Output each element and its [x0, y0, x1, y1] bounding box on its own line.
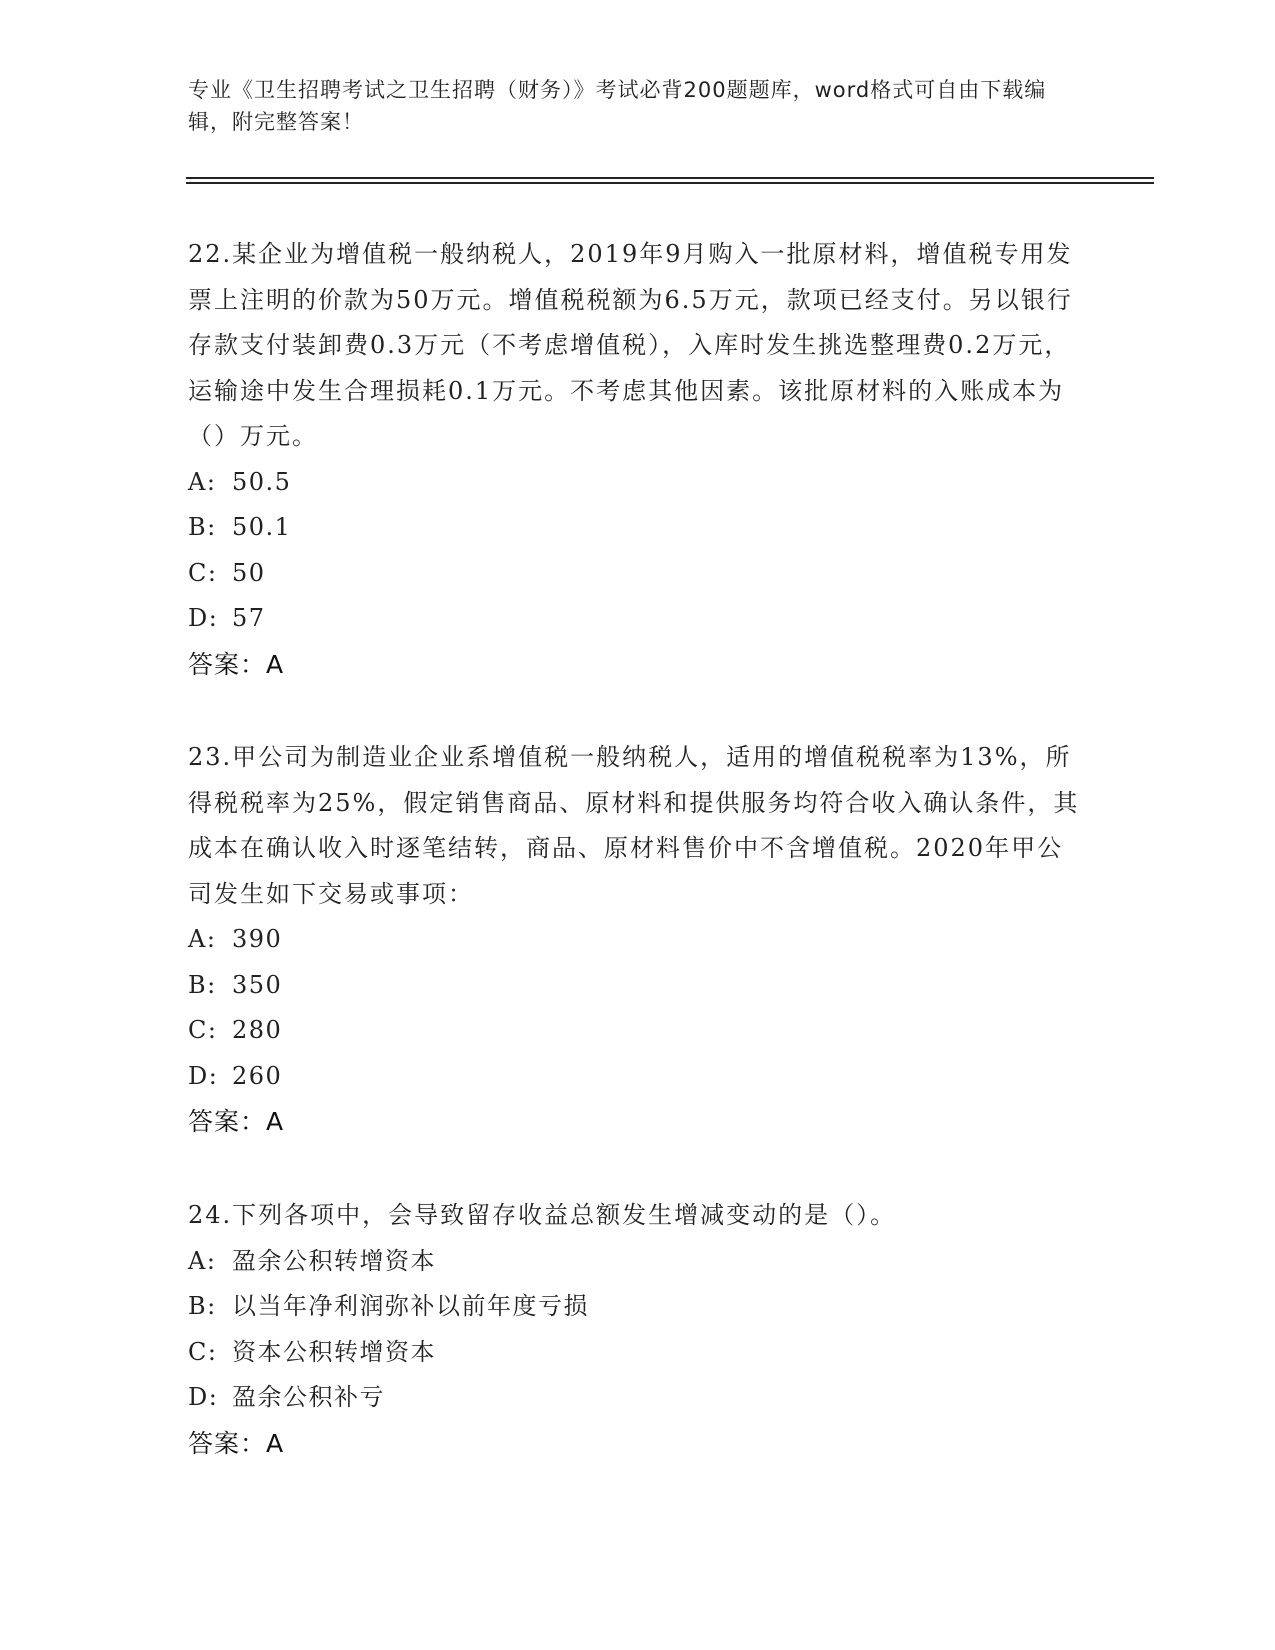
question-stem: 22.某企业为增值税一般纳税人，2019年9月购入一批原材料，增值税专用发票上注明的价款为50万元。增值税税额为6.5万元，款项已经支付。另以银行存款支付装卸费0.3万元（不考虑增值税），入库时发生挑选整理费0.2万元，运输途中发生合理损耗0.1万元。不考虑其他因素。该批原材料的入账成本为（）万元。 [188, 240, 1073, 450]
option-a [188, 460, 1088, 506]
option-d [188, 1054, 1088, 1100]
option-text: 260 [232, 1061, 283, 1090]
option-letter: A: [188, 925, 217, 953]
option-text: 57 [232, 604, 266, 632]
option-b [188, 963, 1088, 1009]
option-letter: A: [188, 467, 217, 496]
question-stem: 24.下列各项中，会导致留存收益总额发生增减变动的是（）。 [188, 1201, 897, 1229]
option-text: 350 [232, 970, 283, 999]
option-letter: C: [188, 558, 218, 587]
option-d [188, 596, 1088, 642]
option-a [188, 917, 1088, 963]
option-d [188, 1375, 1088, 1421]
option-letter: D: [188, 1383, 219, 1411]
answer-line: 答案：A [188, 1107, 285, 1136]
option-letter: B: [188, 513, 217, 541]
option-letter: B: [188, 1292, 217, 1320]
option-text: 50 [232, 558, 266, 587]
option-letter: C: [188, 1337, 218, 1366]
answer-line: 答案：A [188, 1428, 285, 1458]
answer-line: 答案：A [188, 649, 285, 679]
option-b [188, 505, 1088, 551]
option-letter: D: [188, 1061, 219, 1090]
option-a [188, 1239, 1088, 1285]
question-24 [188, 1193, 1088, 1466]
question-stem: 23.甲公司为制造业企业系增值税一般纳税人，适用的增值税税率为13%，所得税税率为25%，假定销售商品、原材料和提供服务均符合收入确认条件，其成本在确认收入时逐笔结转，商品、原材料售价中不含增值税。2020年甲公司发生如下交易或事项： [188, 743, 1080, 908]
option-letter: C: [188, 1016, 218, 1044]
option-c [188, 1330, 1088, 1376]
option-text: 50.1 [232, 513, 292, 541]
question-22 [188, 232, 1088, 687]
header-divider-bottom [186, 182, 1154, 184]
option-text: 以当年净利润弥补以前年度亏损 [232, 1292, 589, 1320]
question-23 [188, 735, 1088, 1145]
option-text: 50.5 [232, 467, 292, 496]
option-b [188, 1284, 1088, 1330]
option-letter: D: [188, 604, 219, 632]
option-letter: A: [188, 1246, 217, 1275]
option-text: 280 [232, 1016, 283, 1044]
header-divider-top [186, 177, 1154, 179]
option-text: 资本公积转增资本 [232, 1337, 436, 1366]
option-letter: B: [188, 970, 217, 999]
option-text: 盈余公积转增资本 [232, 1246, 436, 1275]
option-c [188, 1008, 1088, 1054]
document-header: 专业《卫生招聘考试之卫生招聘（财务）》考试必背200题题库，word格式可自由下载编辑，附完整答案！ [188, 78, 1047, 134]
option-c [188, 551, 1088, 597]
option-text: 盈余公积补亏 [232, 1383, 385, 1411]
option-text: 390 [232, 925, 283, 953]
